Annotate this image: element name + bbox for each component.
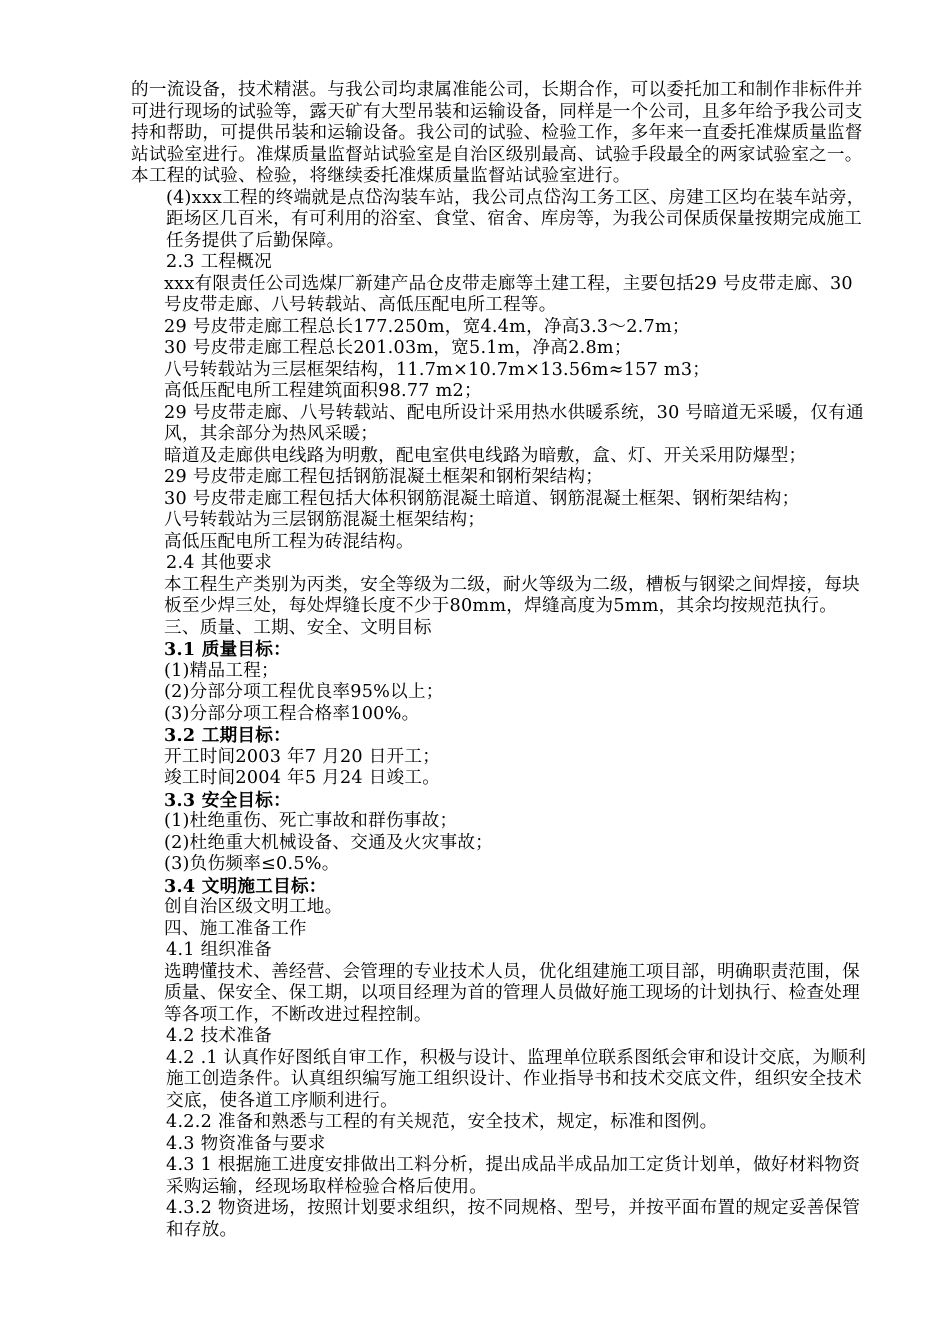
paragraph-overview: xxx有限责任公司选煤厂新建产品仓皮带走廊等土建工程，主要包括29 号皮带走廊、30 号皮带走廊、八号转载站、高低压配电所工程等。 [164,273,859,315]
paragraph-civilized-site: 创自治区级文明工地。 [164,897,343,917]
list-item-safety-3: (3)负伤频率≤0.5%。 [164,854,340,874]
document-body [131,80,871,1241]
heading-3-1: 3.1 质量目标： [164,639,291,660]
paragraph-substation-area: 高低压配电所工程建筑面积98.77 m2； [164,381,482,401]
heading-4-2: 4.2 技术准备 [166,1026,272,1046]
paragraph-structure-substation: 高低压配电所工程为砖混结构。 [164,531,414,552]
list-item-safety-1: (1)杜绝重伤、死亡事故和群伤事故； [164,811,458,831]
paragraph-4-2-1: 4.2 .1 认真作好图纸自审工作，积极与设计、监理单位联系图纸会审和设计交底，为顺利施工创造条件。认真组织编写施工组织设计、作业指导书和技术交底文件，组织安全技术交底，使各道工序顺利进行。 [166,1047,867,1111]
heading-section-3: 三、质量、工期、安全、文明目标 [164,617,432,638]
paragraph-belt-30: 30 号皮带走廊工程总长201.03m，宽5.1m，净高2.8m； [164,338,632,358]
paragraph-transfer-station: 八号转载站为三层框架结构，11.7m×10.7m×13.56m≈157 m3； [164,359,711,380]
paragraph-equipment: 的一流设备，技术精湛。与我公司均隶属准能公司，长期合作，可以委托加工和制作非标件并可进行现场的试验等，露天矿有大型吊装和运输设备，同样是一个公司，且多年给予我公司支持和帮助，可提供吊装和运输设备。我公司的试验、检验工作，多年来一直委托准煤质量监督站试验室进行。准煤质量监督站试验室是自治区级别最高、试验手段最全的两家试验室之一。本工程的试验、检验，将继续委托准煤质量监督站试验室进行。 [131,80,863,186]
paragraph-wiring: 暗道及走廊供电线路为明敷，配电室供电线路为暗敷，盒、灯、开关采用防爆型； [164,445,807,466]
heading-3-3: 3.3 安全目标： [164,789,291,811]
paragraph-end-date: 竣工时间2004 年5 月24 日竣工。 [164,768,441,788]
list-item-quality-1: (1)精品工程； [164,660,279,681]
paragraph-4-3-1: 4.3 1 根据施工进度安排做出工料分析，提出成品半成品加工定货计划单，做好材料物资采购运输，经现场取样检验合格后使用。 [166,1155,861,1197]
paragraph-start-date: 开工时间2003 年7 月20 日开工； [164,746,441,767]
heading-2-4: 2.4 其他要求 [166,553,272,573]
paragraph-heating: 29 号皮带走廊、八号转载站、配电所设计采用热水供暖系统，30 号暗道无采暖，仅有通风，其余部分为热风采暖； [164,402,864,444]
heading-2-3: 2.3 工程概况 [166,252,272,272]
paragraph-structure-30: 30 号皮带走廊工程包括大体积钢筋混凝土暗道、钢筋混凝土框架、钢桁架结构； [164,488,800,509]
heading-4-1: 4.1 组织准备 [166,940,272,960]
list-item-quality-3: (3)分部分项工程合格率100%。 [164,703,420,724]
list-item-quality-2: (2)分部分项工程优良率95%以上； [164,682,444,702]
paragraph-4-3-2: 4.3.2 物资进场，按照计划要求组织，按不同规格、型号，并按平面布置的规定妥善保管和存放。 [166,1198,861,1240]
paragraph-4-2-2: 4.2.2 准备和熟悉与工程的有关规范，安全技术，规定，标准和图例。 [166,1112,718,1132]
paragraph-terminal: (4)xxx工程的终端就是点岱沟装车站，我公司点岱沟工务工区、房建工区均在装车站旁，距场区几百米，有可利用的浴室、食堂、宿舍、库房等，为我公司保质保量按期完成施工任务提供了后勤保障。 [166,187,865,251]
paragraph-belt-29: 29 号皮带走廊工程总长177.250m，宽4.4m，净高3.3～2.7m； [164,316,690,337]
paragraph-structure-station: 八号转载站为三层钢筋混凝土框架结构； [164,510,486,530]
heading-section-4: 四、施工准备工作 [164,918,307,939]
heading-3-4: 3.4 文明施工目标： [164,875,327,897]
paragraph-structure-29: 29 号皮带走廊工程包括钢筋混凝土框架和钢桁架结构； [164,467,604,487]
heading-4-3: 4.3 物资准备与要求 [166,1133,326,1154]
heading-3-2: 3.2 工期目标： [164,725,291,746]
paragraph-other-requirements: 本工程生产类别为丙类，安全等级为二级，耐火等级为二级，槽板与钢梁之间焊接，每块板至少焊三处，每处焊缝长度不少于80mm，焊缝高度为5mm，其余均按规范执行。 [164,574,860,616]
paragraph-organization: 选聘懂技术、善经营、会管理的专业技术人员，优化组建施工项目部，明确职责范围，保质量、保安全、保工期，以项目经理为首的管理人员做好施工现场的计划执行、检查处理等各项工作，不断改进过程控制。 [164,961,860,1025]
list-item-safety-2: (2)杜绝重大机械设备、交通及火灾事故； [164,832,494,853]
